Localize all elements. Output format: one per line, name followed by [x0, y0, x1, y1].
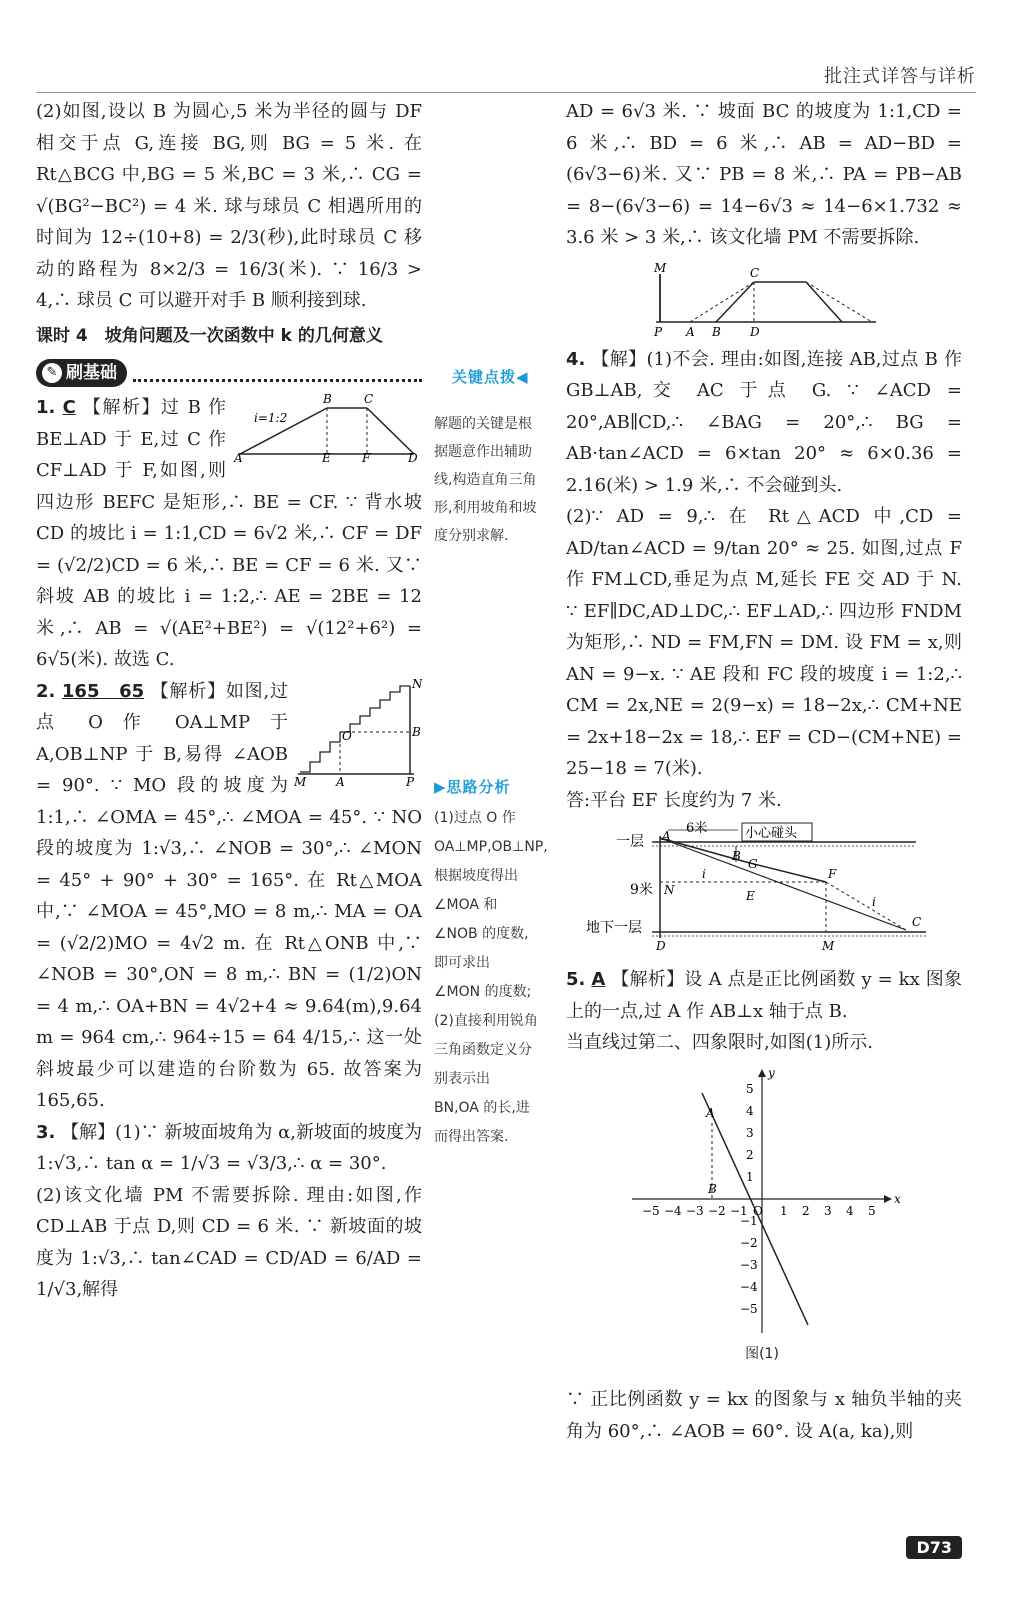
left-column — [36, 96, 422, 1306]
svg-text:2: 2 — [746, 1147, 754, 1162]
q5-text-1: 【解析】设 A 点是正比例函数 y = kx 图象上的一点,过 A 作 AB⊥x 轴于点 B. — [566, 969, 962, 1022]
svg-text:C: C — [364, 392, 374, 406]
svg-text:C: C — [912, 915, 922, 929]
tip-idea-label: ▶思路分析 — [434, 778, 511, 796]
q-prev-part2: (2)如图,设以 B 为圆心,5 米为半径的圆与 DF 相交于点 G,连接 BG,则 BG = 5 米. 在 Rt△BCG 中,BG = 5 米,BC = 3 米,∴ CG = √(BG²−BC²) = 4 米. 球与球员 C 相遇所用的时间为 12÷(10+8) = 2/3(秒),此时球员 C 移动的路程为 8×2/3 = 16/3(米). ∵ 16/3 > 4,∴ 球员 C 可以避开对手 B 顺利接到球. — [36, 101, 422, 311]
svg-text:−5: −5 — [740, 1301, 758, 1316]
page-header: 批注式详答与详析 — [824, 66, 976, 87]
svg-text:−3: −3 — [686, 1203, 704, 1218]
svg-text:N: N — [412, 676, 422, 691]
svg-text:D: D — [656, 939, 666, 953]
svg-text:B: B — [732, 849, 741, 863]
svg-text:M: M — [294, 774, 307, 788]
svg-text:E: E — [746, 889, 755, 903]
svg-text:i: i — [872, 895, 876, 909]
right-column — [566, 96, 962, 1447]
section-badge: ✎ 刷基础 — [36, 359, 127, 387]
tip-idea-text: (1)过点 O 作 OA⊥MP,OB⊥NP,根据坡度得出 ∠MOA 和 ∠NOB 的度数,即可求出 ∠MON 的度数;(2)直接利用锐角三角函数定义分别表示出 BN,OA 的长,进而得出答案. — [434, 810, 548, 1145]
tip-key-point-text: 解题的关键是根据题意作出辅助线,构造直角三角形,利用坡角和坡度分别求解. — [434, 416, 537, 544]
label-9m: 9米 — [630, 882, 653, 898]
q5-text-3: ∵ 正比例函数 y = kx 的图象与 x 轴负半轴的夹角为 60°,∴ ∠AOB = 60°. 设 A(a, ka),则 — [566, 1389, 962, 1442]
question-4 — [566, 344, 962, 961]
svg-text:3: 3 — [746, 1125, 754, 1140]
q4-text-2: (2)∵ AD = 9,∴ 在 Rt△ACD 中,CD = AD/tan∠ACD = 9/tan 20° ≈ 25. 如图,过点 F 作 FM⊥CD,垂足为点 M,延长 FE 交 AD 于 N. ∵ EF∥DC,AD⊥DC,∴ EF⊥AD,∴ 四边形 FNDM 为矩形,∴ ND = FM,FN = DM. 设 FM = x,则 AN = 9−x. ∵ AE 段和 FC 段的坡度 i = 1:2,∴ CM = 2x,NE = 2(9−x) = 18−2x,∴ CM+NE = 2x+18−2x = 18,∴ EF = CD−(CM+NE) = 25−18 = 7(米). — [566, 506, 962, 779]
q1-answer: C — [62, 397, 76, 418]
q5-answer: A — [591, 969, 606, 990]
question-1 — [36, 392, 422, 676]
q3-text-1: 【解】(1)∵ 新坡面坡角为 α,新坡面的坡度为 1:√3,∴ tan α = 1/√3 = √3/3,∴ α = 30°. — [36, 1121, 422, 1174]
q1-text: 【解析】过 B 作 BE⊥AD 于 E,过 C 作 CF⊥AD 于 F,如图,则四边形 BEFC 是矩形,∴ BE = CF. ∵ 背水坡 CD 的坡比 i = 1:1,CD = 6√2 米,∴ CF = DF = (√2/2)CD = 6 米,∴ BE = CF = 6 米. 又∵ 斜坡 AB 的坡比 i = 1:2,∴ AE = 2BE = 12 米,∴ AB = √(AE²+BE²) = √(12²+6²) = 6√5(米). 故选 C. — [36, 397, 422, 670]
q3-continued: AD = 6√3 米. ∵ 坡面 BC 的坡度为 1:1,CD = 6 米,∴ BD = 6 米,∴ AB = AD−BD = (6√3−6)米. 又∵ PB = 8 米,∴ PA = PB−AB = 8−(6√3−6) = 14−6√3 ≈ 14−6×1.732 ≈ 3.6 米 > 3 米,∴ 该文化墙 PM 不需要拆除. — [566, 101, 962, 248]
page-number: D73 — [906, 1536, 962, 1559]
figure-1-caption: 图(1) — [745, 1345, 779, 1362]
label-mind-head-sign: 小心碰头 — [745, 826, 798, 841]
svg-text:3: 3 — [824, 1203, 832, 1218]
question-2 — [36, 676, 422, 1117]
q4-number: 4. — [566, 348, 586, 370]
svg-text:i=1:2: i=1:2 — [254, 411, 288, 425]
tip-key-point-label: 关键点拨◀ — [452, 368, 529, 386]
svg-text:M: M — [654, 260, 667, 275]
svg-text:5: 5 — [746, 1081, 754, 1096]
section-badge-row — [36, 358, 422, 388]
svg-text:−2: −2 — [740, 1235, 758, 1250]
svg-text:y: y — [768, 1065, 775, 1080]
label-6m: 6米 — [686, 821, 708, 836]
header-divider — [36, 92, 976, 93]
question-5 — [566, 964, 962, 1447]
trapezoid-figure — [232, 392, 422, 462]
q1-number: 1. — [36, 397, 56, 418]
svg-text:−4: −4 — [740, 1279, 758, 1294]
svg-text:B: B — [323, 392, 332, 406]
q5-number: 5. — [566, 969, 586, 990]
svg-text:P: P — [406, 774, 415, 788]
svg-text:A: A — [706, 1105, 715, 1120]
q5-text-2: 当直线过第二、四象限时,如图(1)所示. — [566, 1032, 873, 1053]
pencil-icon: ✎ — [42, 363, 62, 383]
svg-text:i: i — [702, 867, 706, 881]
svg-text:1: 1 — [780, 1203, 788, 1218]
svg-text:4: 4 — [846, 1203, 854, 1218]
svg-text:B: B — [708, 1181, 717, 1196]
q4-text-1: 【解】(1)不会. 理由:如图,连接 AB,过点 B 作 GB⊥AB,交 AC 于点 G. ∵ ∠ACD = 20°,AB∥CD,∴ ∠BAG = 20°,∴ BG = AB·tan∠ACD = 6×tan 20° ≈ 6×0.36 = 2.16(米) > 1.9 米,∴ 不会碰到头. — [566, 348, 962, 496]
svg-text:D: D — [750, 324, 760, 339]
question-3 — [36, 1117, 422, 1306]
svg-text:O: O — [342, 728, 352, 743]
wall-slope-figure — [646, 260, 886, 340]
dotted-divider — [133, 365, 422, 382]
q2-answer: 165 65 — [61, 680, 145, 702]
lesson-title: 课时 4 坡角问题及一次函数中 k 的几何意义 — [36, 325, 383, 346]
q3-text-2: (2)该文化墙 PM 不需要拆除. 理由:如图,作 CD⊥AB 于点 D,则 CD = 6 米. ∵ 新坡面的坡度为 1:√3,∴ tan∠CAD = CD/AD = 6/AD = 1/√3,解得 — [36, 1184, 422, 1300]
stair-ceiling-figure — [576, 820, 936, 960]
svg-text:E: E — [322, 451, 331, 462]
svg-text:O: O — [753, 1203, 763, 1218]
svg-text:A: A — [336, 774, 345, 788]
svg-text:N: N — [664, 883, 675, 897]
svg-text:4: 4 — [746, 1103, 754, 1118]
svg-text:F: F — [362, 451, 371, 462]
q2-text: 【解析】如图,过点 O 作 OA⊥MP 于 A,OB⊥NP 于 B,易得 ∠AOB = 90°. ∵ MO 段的坡度为 1:1,∴ ∠OMA = 45°,∴ ∠MOA = 45°. ∵ NO 段的坡度为 1:√3,∴ ∠NOB = 30°,∴ ∠MON = 45° + 90° + 30° = 165°. 在 Rt△MOA 中,∵ ∠MOA = 45°,MO = 8 m,∴ MA = OA = (√2/2)MO = 4√2 m. 在 Rt△ONB 中,∵ ∠NOB = 30°,ON = 8 m,∴ BN = (1/2)ON = 4 m,∴ OA+BN = 4√2+4 ≈ 9.64(m),9.64 m = 964 cm,∴ 964÷15 = 64 4/15,∴ 这一处斜坡最少可以建造的台阶数为 65. 故答案为 165,65. — [36, 680, 422, 1111]
svg-text:D: D — [408, 451, 418, 462]
svg-text:x: x — [894, 1191, 901, 1206]
svg-text:2: 2 — [802, 1203, 810, 1218]
svg-text:C: C — [750, 265, 760, 280]
q3-number: 3. — [36, 1121, 56, 1143]
q4-answer: 答:平台 EF 长度约为 7 米. — [566, 789, 782, 811]
stairs-figure — [294, 676, 422, 788]
q2-number: 2. — [36, 680, 56, 702]
svg-text:−4: −4 — [664, 1203, 682, 1218]
svg-text:G: G — [748, 857, 758, 871]
svg-text:B: B — [412, 724, 421, 739]
coordinate-figure-1 — [622, 1063, 902, 1353]
svg-text:−3: −3 — [740, 1257, 758, 1272]
svg-text:A: A — [686, 324, 695, 339]
svg-text:M: M — [822, 939, 835, 953]
svg-text:1: 1 — [746, 1169, 754, 1184]
svg-text:−5: −5 — [642, 1203, 660, 1218]
svg-text:−1: −1 — [740, 1213, 758, 1228]
svg-text:A: A — [234, 451, 243, 462]
label-first-floor: 一层 — [616, 834, 644, 850]
svg-text:−2: −2 — [708, 1203, 726, 1218]
svg-text:P: P — [654, 324, 663, 339]
svg-text:−1: −1 — [730, 1203, 748, 1218]
label-basement: 地下一层 — [586, 920, 642, 936]
svg-text:5: 5 — [868, 1203, 876, 1218]
svg-text:A: A — [662, 829, 671, 843]
svg-text:F: F — [828, 867, 837, 881]
svg-text:B: B — [712, 324, 721, 339]
